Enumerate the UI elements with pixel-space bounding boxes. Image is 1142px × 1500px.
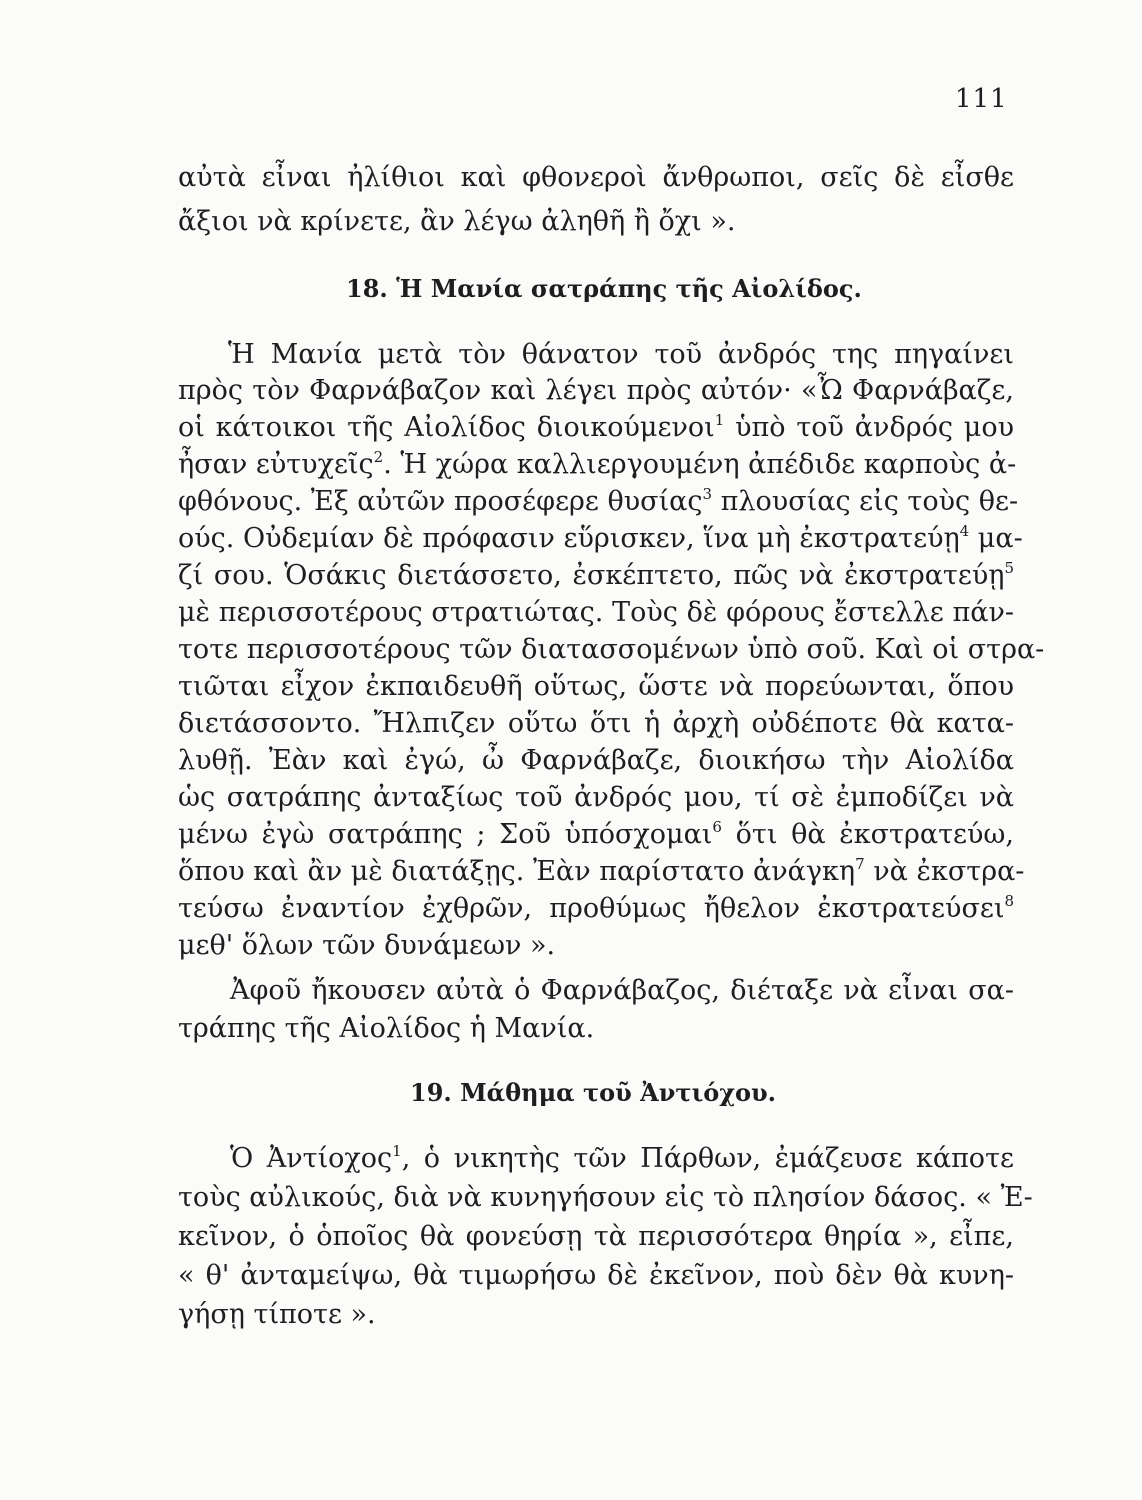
text-run: φθόνους. Ἐξ αὐτῶν προσέφερε θυσίας bbox=[178, 486, 703, 517]
footnote-marker: 1 bbox=[714, 411, 725, 429]
text-run: οἱ κάτοικοι τῆς Αἰολίδος διοικούμενοι bbox=[178, 412, 715, 443]
text-run: πλουσίας εἰς τοὺς θε- bbox=[712, 486, 1019, 517]
text-run: Ὁ Ἀντίοχος bbox=[230, 1143, 393, 1174]
footnote-marker: 7 bbox=[855, 855, 865, 873]
footnote-marker: 2 bbox=[373, 448, 384, 466]
text-line bbox=[178, 484, 1019, 524]
text-line: Ἡ Μανία μετὰ τὸν θάνατον τοῦ ἀνδρός της πηγαίνει bbox=[228, 339, 1014, 370]
text-run: ούς. Οὐδεμίαν δὲ πρόφασιν εὕρισκεν, ἵνα μὴ ἐκστρατεύῃ bbox=[178, 523, 960, 554]
text-run: μα- bbox=[969, 523, 1023, 554]
text-line: ὡς σατράπης ἀνταξίως τοῦ ἀνδρός μου, τί σὲ ἐμποδίζει νὰ bbox=[178, 782, 1014, 813]
text-line: τιῶται εἶχον ἐκπαιδευθῆ οὕτως, ὥστε νὰ πορεύωνται, ὅπου bbox=[178, 671, 1014, 702]
text-line bbox=[178, 854, 1025, 894]
text-line: αὐτὰ εἶναι ἠλίθιοι καὶ φθονεροὶ ἄνθρωποι, σεῖς δὲ εἶσθε bbox=[178, 162, 1014, 193]
footnote-marker: 8 bbox=[1004, 892, 1014, 910]
section-heading-19: 19. Μάθημα τοῦ Ἀντιόχου. bbox=[410, 1078, 776, 1107]
footnote-marker: 4 bbox=[959, 522, 970, 540]
text-run: ζί σου. Ὁσάκις διετάσσετο, ἐσκέπτετο, πῶς νὰ ἐκστρατεύῃ bbox=[178, 560, 1005, 591]
text-line: τράπης τῆς Αἰολίδος ἡ Μανία. bbox=[178, 1013, 595, 1044]
text-line bbox=[178, 558, 1014, 598]
text-run: νὰ ἐκστρα- bbox=[864, 856, 1025, 887]
text-run: ὅτι θὰ ἐκστρατεύω, bbox=[721, 819, 1015, 850]
text-run: ὅπου καὶ ἂν μὲ διατάξῃς. Ἐὰν παρίστατο ἀνάγκη bbox=[178, 856, 856, 887]
footnote-marker: 6 bbox=[712, 818, 722, 836]
text-line: γήσῃ τίποτε ». bbox=[178, 1299, 376, 1330]
text-line: τοὺς αὐλικούς, διὰ νὰ κυνηγήσουν εἰς τὸ πλησίον δάσος. « Ἐ- bbox=[178, 1182, 1033, 1213]
page-number: 111 bbox=[955, 84, 1008, 114]
text-line: μεθ' ὅλων τῶν δυνάμεων ». bbox=[178, 930, 556, 961]
text-line bbox=[230, 1141, 1014, 1181]
text-line: διετάσσοντο. Ἤλπιζεν οὕτω ὅτι ἡ ἀρχὴ οὐδέποτε θὰ κατα- bbox=[178, 708, 1014, 739]
text-line: ἄξιοι νὰ κρίνετε, ἂν λέγω ἀληθῆ ἢ ὄχι ». bbox=[178, 206, 736, 237]
text-line: τοτε περισσοτέρους τῶν διατασσομένων ὑπὸ σοῦ. Καὶ οἱ στρα- bbox=[178, 634, 1045, 665]
text-line: πρὸς τὸν Φαρνάβαζον καὶ λέγει πρὸς αὐτόν· «Ὦ Φαρνάβαζε, bbox=[178, 375, 1014, 406]
footnote-marker: 1 bbox=[392, 1142, 402, 1160]
section-heading-18: 18. Ἡ Μανία σατράπης τῆς Αἰολίδος. bbox=[346, 274, 862, 303]
text-line bbox=[178, 891, 1014, 931]
text-run: . Ἡ χώρα καλλιεργουμένη ἀπέδιδε καρποὺς ἀ- bbox=[383, 449, 1017, 480]
text-line: μὲ περισσοτέρους στρατιώτας. Τοὺς δὲ φόρους ἔστελλε πάν- bbox=[178, 597, 1014, 628]
text-run: , ὁ νικητὴς τῶν Πάρθων, ἐμάζευσε κάποτε bbox=[401, 1143, 1014, 1174]
text-run: ὑπὸ τοῦ ἀνδρός μου bbox=[724, 412, 1014, 443]
text-run: ἦσαν εὐτυχεῖς bbox=[178, 449, 374, 480]
text-line: Ἀφοῦ ἤκουσεν αὐτὰ ὁ Φαρνάβαζος, διέταξε νὰ εἶναι σα- bbox=[230, 975, 1014, 1006]
text-line: « θ' ἀνταμείψω, θὰ τιμωρήσω δὲ ἐκεῖνον, ποὺ δὲν θὰ κυνη- bbox=[178, 1260, 1014, 1291]
text-line: κεῖνον, ὁ ὁποῖος θὰ φονεύσῃ τὰ περισσότερα θηρία », εἶπε, bbox=[178, 1221, 1014, 1252]
text-line bbox=[178, 447, 1017, 487]
text-run: μένω ἐγὼ σατράπης ; Σοῦ ὑπόσχομαι bbox=[178, 819, 713, 850]
footnote-marker: 3 bbox=[702, 485, 713, 503]
text-line: λυθῇ. Ἐὰν καὶ ἐγώ, ὦ Φαρνάβαζε, διοικήσω τὴν Αἰολίδα bbox=[178, 745, 1014, 776]
text-run: τεύσω ἐναντίον ἐχθρῶν, προθύμως ἤθελον ἐκστρατεύσει bbox=[178, 893, 1005, 924]
text-line bbox=[178, 410, 1014, 450]
footnote-marker: 5 bbox=[1004, 559, 1014, 577]
text-line bbox=[178, 521, 1023, 561]
text-line bbox=[178, 817, 1014, 857]
